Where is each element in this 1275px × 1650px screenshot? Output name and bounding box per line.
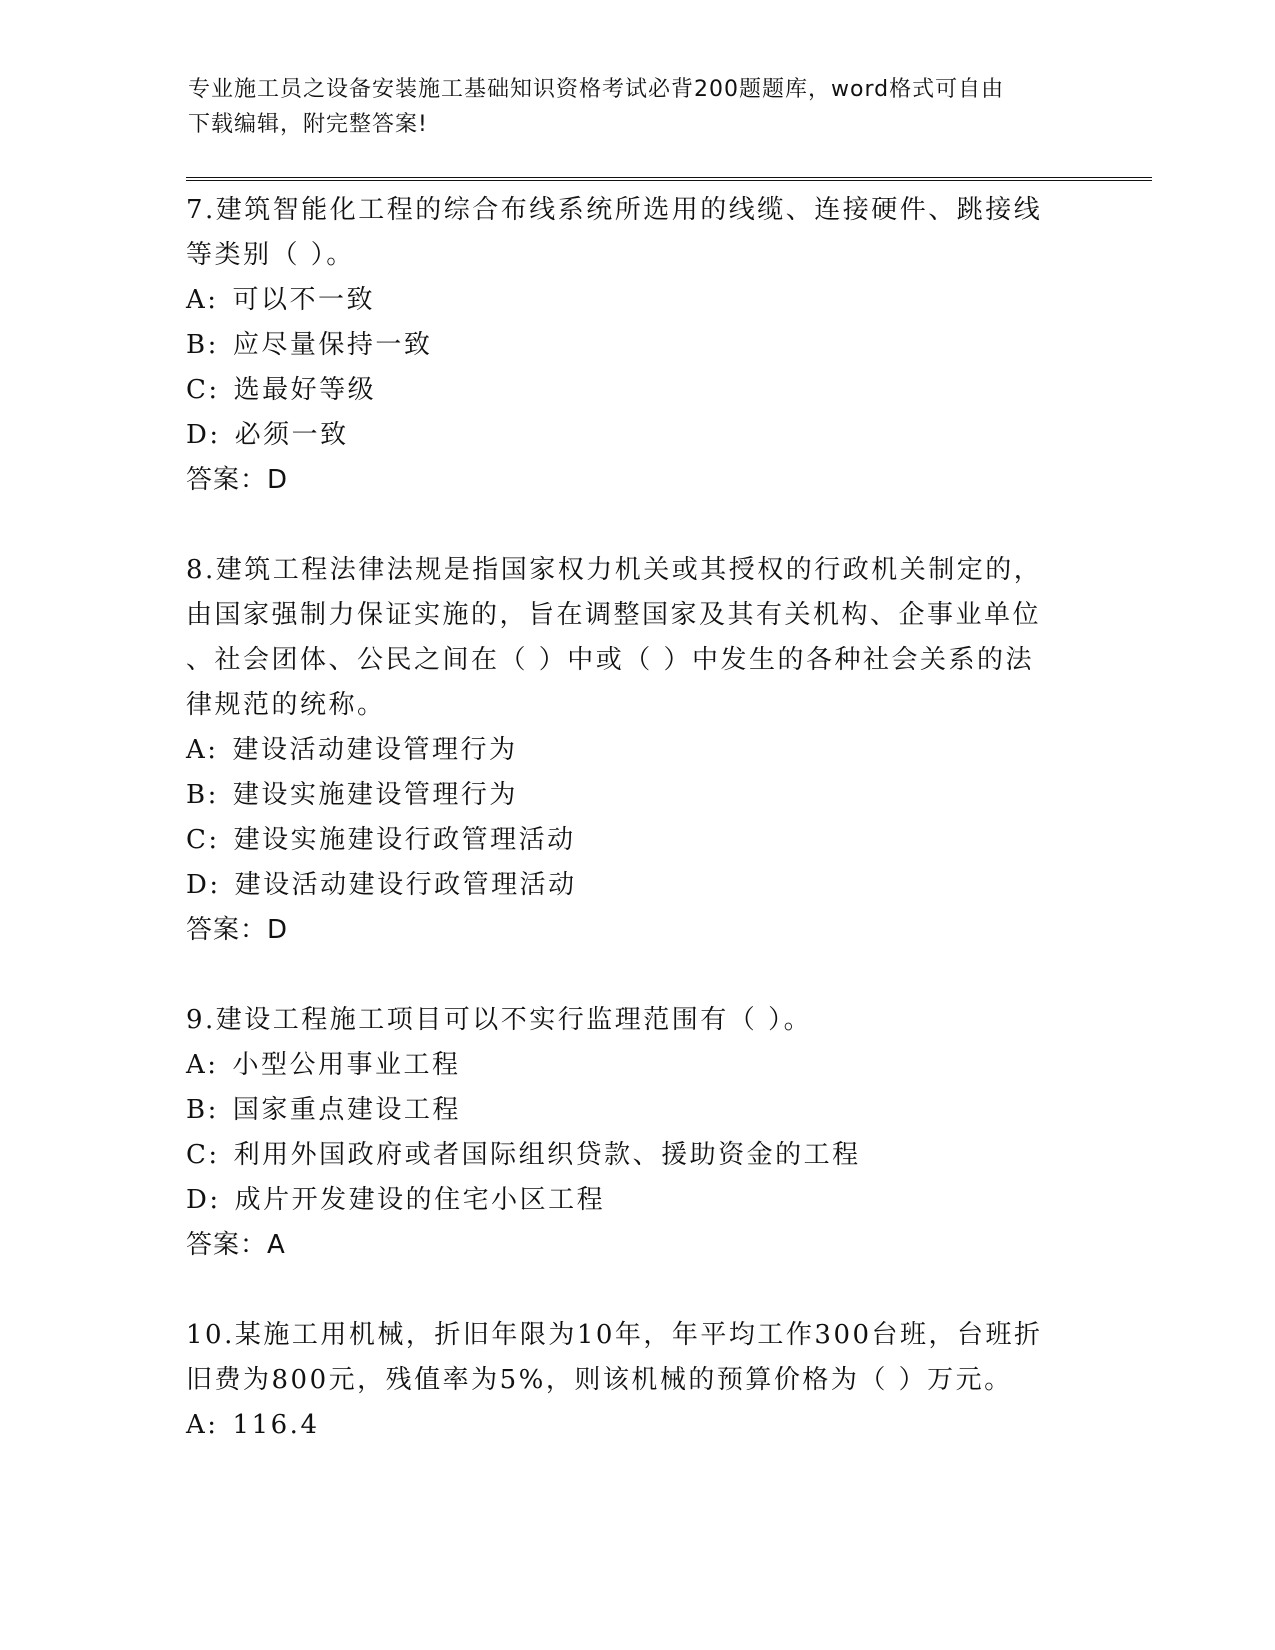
option-letter: D:	[186, 420, 221, 450]
option-a	[186, 728, 1066, 773]
option-text: 建设活动建设行政管理活动	[234, 870, 577, 900]
option-b	[186, 1088, 1066, 1133]
question-text-line: 旧费为800元，残值率为5%，则该机械的预算价格为（ ）万元。	[186, 1365, 1013, 1395]
question-text-line: 7.建筑智能化工程的综合布线系统所选用的线缆、连接硬件、跳接线	[186, 195, 1043, 225]
option-text: 应尽量保持一致	[232, 330, 433, 360]
option-c	[186, 1133, 1066, 1178]
document-header	[188, 72, 1068, 142]
question-8	[186, 548, 1066, 953]
option-d	[186, 863, 1066, 908]
option-letter: C:	[186, 825, 220, 855]
question-10	[186, 1313, 1066, 1448]
option-text: 必须一致	[234, 420, 349, 450]
option-letter: C:	[186, 1140, 220, 1170]
option-letter: D:	[186, 1185, 221, 1215]
option-letter: B:	[186, 780, 219, 810]
option-b	[186, 323, 1066, 368]
question-spacer	[186, 503, 1066, 548]
option-text: 国家重点建设工程	[232, 1095, 461, 1125]
answer-label: 答案：D	[186, 465, 289, 495]
option-d	[186, 413, 1066, 458]
question-text-line: 、社会团体、公民之间在（ ）中或（ ）中发生的各种社会关系的法	[186, 645, 1035, 675]
option-text: 利用外国政府或者国际组织贷款、援助资金的工程	[233, 1140, 861, 1170]
option-text: 116.4	[232, 1410, 320, 1440]
option-letter: D:	[186, 870, 221, 900]
option-text: 建设实施建设管理行为	[232, 780, 518, 810]
header-divider	[186, 177, 1152, 181]
option-letter: A:	[186, 1050, 219, 1080]
question-text-line: 10.某施工用机械，折旧年限为10年，年平均工作300台班，台班折	[186, 1320, 1043, 1350]
option-letter: C:	[186, 375, 220, 405]
question-9	[186, 998, 1066, 1268]
question-text-line: 律规范的统称。	[186, 690, 386, 720]
question-text-line: 等类别（ ）。	[186, 240, 355, 270]
option-text: 选最好等级	[233, 375, 377, 405]
option-a	[186, 1043, 1066, 1088]
option-a	[186, 278, 1066, 323]
option-text: 可以不一致	[232, 285, 376, 315]
option-letter: A:	[186, 285, 219, 315]
option-text: 建设实施建设行政管理活动	[233, 825, 576, 855]
question-list	[186, 188, 1066, 1448]
question-spacer	[186, 1268, 1066, 1313]
option-text: 小型公用事业工程	[232, 1050, 461, 1080]
option-c	[186, 368, 1066, 413]
header-line-2: 下载编辑，附完整答案!	[188, 112, 428, 137]
question-spacer	[186, 953, 1066, 998]
option-b	[186, 773, 1066, 818]
option-letter: B:	[186, 330, 219, 360]
option-letter: A:	[186, 735, 219, 765]
answer-label: 答案：D	[186, 915, 289, 945]
option-d	[186, 1178, 1066, 1223]
question-text-line: 8.建筑工程法律法规是指国家权力机关或其授权的行政机关制定的，	[186, 555, 1043, 585]
header-line-1: 专业施工员之设备安装施工基础知识资格考试必背200题题库，word格式可自由	[188, 77, 1005, 102]
option-c	[186, 818, 1066, 863]
option-letter: B:	[186, 1095, 219, 1125]
option-letter: A:	[186, 1410, 219, 1440]
option-text: 建设活动建设管理行为	[232, 735, 518, 765]
option-a	[186, 1403, 1066, 1448]
answer-label: 答案：A	[186, 1230, 286, 1260]
question-text-line: 由国家强制力保证实施的，旨在调整国家及其有关机构、企事业单位	[186, 600, 1042, 630]
option-text: 成片开发建设的住宅小区工程	[234, 1185, 606, 1215]
question-7	[186, 188, 1066, 503]
question-text-line: 9.建设工程施工项目可以不实行监理范围有（ ）。	[186, 1005, 813, 1035]
